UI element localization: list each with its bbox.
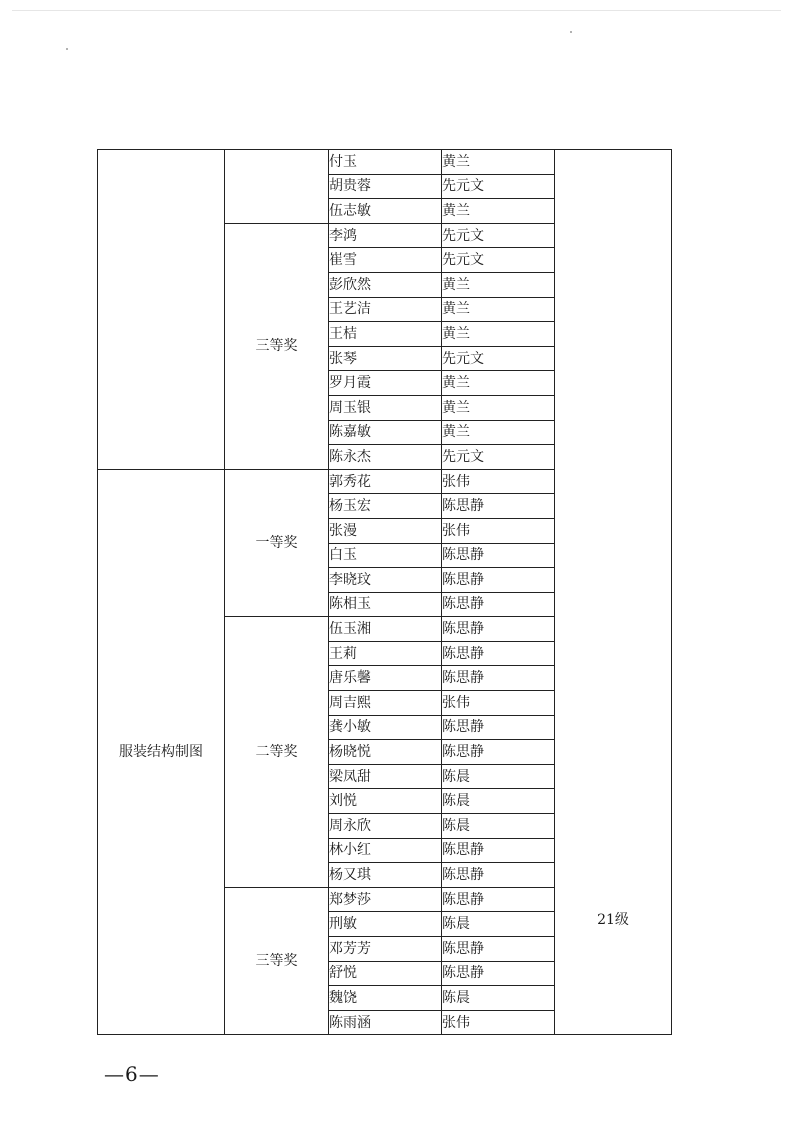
student-name-cell: 唐乐馨 — [329, 666, 442, 691]
student-name-cell: 舒悦 — [329, 961, 442, 986]
student-name-cell: 王桔 — [329, 322, 442, 347]
student-name-cell: 伍玉湘 — [329, 617, 442, 642]
teacher-name-cell: 张伟 — [442, 469, 555, 494]
scan-speck — [570, 31, 572, 33]
teacher-name-cell: 陈思静 — [442, 666, 555, 691]
teacher-name-cell: 先元文 — [442, 248, 555, 273]
teacher-name-cell: 陈思静 — [442, 592, 555, 617]
student-name-cell: 杨又琪 — [329, 863, 442, 888]
teacher-name-cell: 陈晨 — [442, 986, 555, 1011]
student-name-cell: 郭秀花 — [329, 469, 442, 494]
table-row — [98, 150, 672, 175]
teacher-name-cell: 张伟 — [442, 518, 555, 543]
teacher-name-cell: 陈思静 — [442, 937, 555, 962]
teacher-name-cell: 陈思静 — [442, 617, 555, 642]
student-name-cell: 彭欣然 — [329, 272, 442, 297]
student-name-cell: 张漫 — [329, 518, 442, 543]
student-name-cell: 王莉 — [329, 641, 442, 666]
grade-cell: 21级 — [555, 150, 672, 1035]
teacher-name-cell: 黄兰 — [442, 420, 555, 445]
student-name-cell: 付玉 — [329, 150, 442, 175]
student-name-cell: 刘悦 — [329, 789, 442, 814]
scan-edge-line — [12, 10, 781, 11]
teacher-name-cell: 陈思静 — [442, 863, 555, 888]
teacher-name-cell: 陈思静 — [442, 543, 555, 568]
award-level-cell: 二等奖 — [225, 617, 329, 888]
award-level-cell: 三等奖 — [225, 223, 329, 469]
teacher-name-cell: 黄兰 — [442, 395, 555, 420]
student-name-cell: 陈相玉 — [329, 592, 442, 617]
teacher-name-cell: 陈思静 — [442, 568, 555, 593]
teacher-name-cell: 黄兰 — [442, 150, 555, 175]
teacher-name-cell: 张伟 — [442, 691, 555, 716]
student-name-cell: 杨玉宏 — [329, 494, 442, 519]
student-name-cell: 魏饶 — [329, 986, 442, 1011]
teacher-name-cell: 黄兰 — [442, 199, 555, 224]
category-cell: 服装结构制图 — [98, 469, 225, 1035]
teacher-name-cell: 黄兰 — [442, 272, 555, 297]
award-table — [97, 149, 672, 1035]
teacher-name-cell: 陈思静 — [442, 715, 555, 740]
student-name-cell: 杨晓悦 — [329, 740, 442, 765]
teacher-name-cell: 黄兰 — [442, 371, 555, 396]
student-name-cell: 李鸿 — [329, 223, 442, 248]
student-name-cell: 陈永杰 — [329, 445, 442, 470]
award-level-cell: 三等奖 — [225, 887, 329, 1035]
award-level-cell — [225, 150, 329, 224]
scan-speck — [66, 48, 68, 50]
student-name-cell: 伍志敏 — [329, 199, 442, 224]
teacher-name-cell: 陈晨 — [442, 764, 555, 789]
teacher-name-cell: 陈思静 — [442, 740, 555, 765]
teacher-name-cell: 陈晨 — [442, 912, 555, 937]
teacher-name-cell: 陈思静 — [442, 641, 555, 666]
teacher-name-cell: 陈思静 — [442, 961, 555, 986]
teacher-name-cell: 张伟 — [442, 1010, 555, 1035]
student-name-cell: 梁凤甜 — [329, 764, 442, 789]
student-name-cell: 胡贵蓉 — [329, 174, 442, 199]
student-name-cell: 罗月霞 — [329, 371, 442, 396]
teacher-name-cell: 陈晨 — [442, 814, 555, 839]
teacher-name-cell: 陈思静 — [442, 494, 555, 519]
category-cell — [98, 150, 225, 470]
teacher-name-cell: 黄兰 — [442, 297, 555, 322]
student-name-cell: 郑梦莎 — [329, 887, 442, 912]
student-name-cell: 周永欣 — [329, 814, 442, 839]
teacher-name-cell: 黄兰 — [442, 322, 555, 347]
student-name-cell: 白玉 — [329, 543, 442, 568]
teacher-name-cell: 陈思静 — [442, 838, 555, 863]
student-name-cell: 林小红 — [329, 838, 442, 863]
teacher-name-cell: 陈思静 — [442, 887, 555, 912]
student-name-cell: 周吉熙 — [329, 691, 442, 716]
award-table-body — [98, 150, 672, 1035]
student-name-cell: 张琴 — [329, 346, 442, 371]
teacher-name-cell: 先元文 — [442, 346, 555, 371]
student-name-cell: 邓芳芳 — [329, 937, 442, 962]
student-name-cell: 李晓玟 — [329, 568, 442, 593]
teacher-name-cell: 陈晨 — [442, 789, 555, 814]
student-name-cell: 龚小敏 — [329, 715, 442, 740]
student-name-cell: 崔雪 — [329, 248, 442, 273]
student-name-cell: 刑敏 — [329, 912, 442, 937]
student-name-cell: 陈嘉敏 — [329, 420, 442, 445]
student-name-cell: 陈雨涵 — [329, 1010, 442, 1035]
teacher-name-cell: 先元文 — [442, 445, 555, 470]
page-number: —6— — [104, 1062, 160, 1086]
student-name-cell: 周玉银 — [329, 395, 442, 420]
award-level-cell: 一等奖 — [225, 469, 329, 617]
teacher-name-cell: 先元文 — [442, 223, 555, 248]
student-name-cell: 王艺洁 — [329, 297, 442, 322]
teacher-name-cell: 先元文 — [442, 174, 555, 199]
